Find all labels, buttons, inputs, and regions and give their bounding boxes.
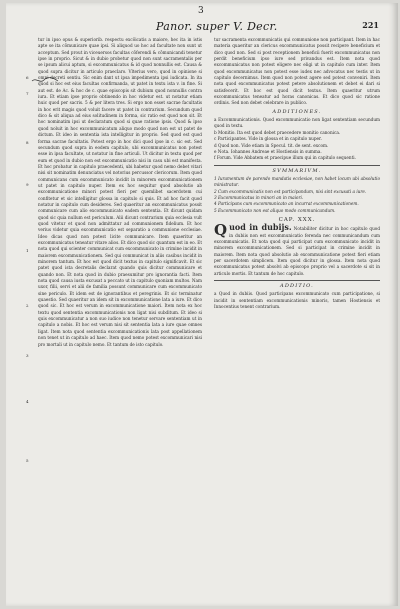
summary-item: 1 Iuramentum de parendo mandatis ecclesiae, non habet locum ubi absolutio ministratur. <box>214 175 380 188</box>
left-text-column <box>38 37 202 348</box>
additio-note: b Monitio. Ita est quod debet praecedere monitio canonica. <box>214 129 341 135</box>
additio-note: a Excommunicationis. Quod excommunicatio non ligat sententiam secundum quod in textu. <box>214 117 380 129</box>
book-page <box>6 3 398 606</box>
running-head: Panor. super V. Decr. <box>156 20 278 33</box>
chapter-text: Notabiliter dicitur in hoc capitulo quod in dubiis non est excommunicatio ferenda nec communicandum cum excommunicatis. Et nota quod qui participat cum excommunicato incidit in minorem excommunicationem. Sed si participat in crimine incidit in maiorem. Item nota quod absolutio ab excommunicatione potest fieri etiam per sacerdotem simplicem. Item quod dicitur in glossa. Item nota quod excommunicatus potest absolvi ab episcopo proprio vel a sacerdote si sit in articulo mortis. Et tantum de hoc capitulo. <box>214 226 380 276</box>
divider <box>214 280 380 281</box>
right-text-column <box>214 37 380 310</box>
drop-cap-initial: Q <box>214 221 228 240</box>
additiones-heading: ADDITIONES. <box>272 108 322 115</box>
left-column-text: tur in ipso opus & superiorib. respectu excōicatis a maiore, hec ita in istis apte se ita cōmunicare quae ipsi. Si aliquod uo hoc ad facultate non sunt ut acceptum. Sed prout in viceuersos facultas cōferendi & cōmunicandi tenetur ipse in proprio. Sicut & in dubio probetur quod non sunt sacramentalis per se ipsum alicui aptum, si excommunicatus & id quod nonnullis est. Causa & quod supra dicitur in articulo praeclaro. Vlterius vero, quod in opinione si omni decreti sentiu. Sic enim dant ut ipsa impedimenta ipsi iudicata. In ita quod si hoc est eius facultas confirmanda, ut patet in textu ista v. in fine. Si aut est. de Ac. & hoc de c. quae episcopis sit dubium quod nonnullis contra iura. Et etiam ipse proprio obtinendo in hoc videtur est. ut notatur etiam huic quod per sacris. 5 & per litera tres. Si ergo non esset sacrae facultatis in hoc erit magis quod voluit facere ut patet in contrarium. Secundum quod dico & sit aliqua ad eius solitudinem in forma, sic ratio est quod non sit. Et hoc nominatim ipsi ut declaratum quod si quae ratione ipsis. Quod & ipso quod noluit in hoc excommunicatum aliquo modo quod non est ut patet de dictum. Et ideo in sententia ista intelligitur in proprio. Sed quod est quod forma sacrae facultatis. Potest ergo in hoc dici quod ipse in c. sic est. Sed secundum quod supra in eodem capitulo, ubi excommunicatus non potest esse in ipsa facultate, ut notatur in fine articuli. Ut dicitur in textu quod per eum et quod in dubio non est excommunicatio nisi in casu ubi est manifesta. Et hoc probatur in capitulo praecedenti, ubi habetur quod nemo debet vitari nisi sit nominatim denunciatus vel notorius percussor clericorum. Item quod communicans cum excommunicato incidit in minorem excommunicationem ut patet in capitulo nuper. Item ex hoc sequitur quod absolutio ab excommunicatione minori potest fieri per quemlibet sacerdotem cui confitetur et sic intelligitur glossa in capitulo si quis. Et ad hoc facit quod notatur in capitulo cum desideres. Sed quaeritur an excommunicatus possit communicare cum alio excommunicato eadem sententia. Et dicunt quidam quod sic quia nullum est periculum. Alii dicunt contrarium quia ecclesia vult quod vitetur et quod non admittatur ad communionem fidelium. Et hoc verius videtur quia excommunicatio est separatio a communione ecclesiae. Ideo dicas quod non potest licite communicare. Item quaeritur an excommunicatus teneatur vitare alios. Et dico quod sic quantum est in eo. Et nota quod qui scienter communicat cum excommunicato in crimine incidit in maiorem excommunicationem. Sed qui communicat in aliis casibus incidit in minorem tantum. Et hoc est quod dicit textus in capitulo significavit. Et sic patet quod ista decretalis declarat quando quis dicitur communicare et quando non. Et nota quod in dubio praesumitur pro ignorantia facti. Item nota quod causa iusta excusat a peccato ut in capitulo quoniam multos. Nam uxor, filii, servi et alii de familia possunt communicare cum excommunicato sine periculo. Et idem est de ignorantibus et peregrinis. Et sic terminatur quaestio. Sed quaeritur an idem sit in excommunicatione lata a iure. Et dico quod sic. Et hoc est verum in excommunicatione maiori. Item nota ex hoc textu quod sententia excommunicationis non ligat nisi subditum. Et ideo si quis excommunicatur a non suo iudice non tenetur servare sententiam ut in capitulo a nobis. Et hoc est verum nisi sit sententia lata a iure quae omnes ligat. Item nota quod sententia excommunicationis lata post appellationem non tenet ut in capitulo ad haec. Item quod nemo potest excommunicari nisi pro mortali ut in capitulo nemo. Et tantum de isto capitulo. <box>38 37 202 347</box>
summary-list <box>214 176 380 214</box>
summarium-heading: SVMMARIVM. <box>272 167 322 174</box>
page-edge-shadow <box>388 3 398 606</box>
additio-note: d Quod non. Vide etiam in Specul. tit. de sent. excom. <box>214 142 329 148</box>
summary-item: 3 Excommunicatus in minori an in maiori. <box>214 194 304 200</box>
additio-note: c Participantes. Vide in glossa et in capitulo nuper. <box>214 136 322 142</box>
summary-item: 2 Cum excommunicatis non est participandum, nisi sint excusati a iure. <box>214 188 367 194</box>
chapter-body <box>214 221 380 277</box>
additio-text: a Quod in dubiis. Quod participans excommunicato cum participatione, si incidit in sententiam excommunicationis minoris, tamen Hostiensis et Innocentius tenent contrarium. <box>214 291 380 310</box>
right-column-text: tur sacramenta excommunicatis qui communione non participant. Item in hac materia quaeritur an clericus excommunicatus possit recipere beneficium et dico quod non. Sed si post receptionem beneficii fuerit excommunicatus non perdit beneficium ipso iure sed privandus est. Item nota quod excommunicatus non potest eligere nec eligi ut in capitulo cum inter. Item quod excommunicatus non potest esse iudex nec advocatus nec testis ut in capitulo decernimus. Item quod non potest agere sed potest conveniri. Item nota quod excommunicatus potest petere absolutionem et debet ei dari si satisfecerit. Et hoc est quod dicit textus. Item quaeritur utrum excommunicatus teneatur ad horas canonicas. Et dico quod sic ratione ordinis. Sed non debet celebrare in publico. <box>214 37 380 106</box>
additio-note: e Nota. Iohannes Andreae et Hostiensis in summa. <box>214 148 322 154</box>
left-margin-numbers: 6 7 8 9 1 2 3 4 5 <box>26 75 29 463</box>
divider <box>214 165 380 166</box>
folio-number: 221 <box>362 20 379 30</box>
summary-item: 4 Participans cum excommunicato an incurrat excommunicationem. <box>214 201 359 207</box>
additio-heading: ADDITIO. <box>280 283 314 290</box>
additio-note: f Forum. Vide Abbatem et praecipue illum qui in capitulo sequenti. <box>214 155 356 161</box>
additiones-list <box>214 117 380 161</box>
signature-mark: 3 <box>198 6 204 16</box>
chapter-opening-words: uod in dubijs. <box>229 222 292 233</box>
chapter-heading: CAP. XXX. <box>278 216 316 223</box>
summary-item: 5 Excommunicato non est aliquo modo communicandum. <box>214 207 336 213</box>
